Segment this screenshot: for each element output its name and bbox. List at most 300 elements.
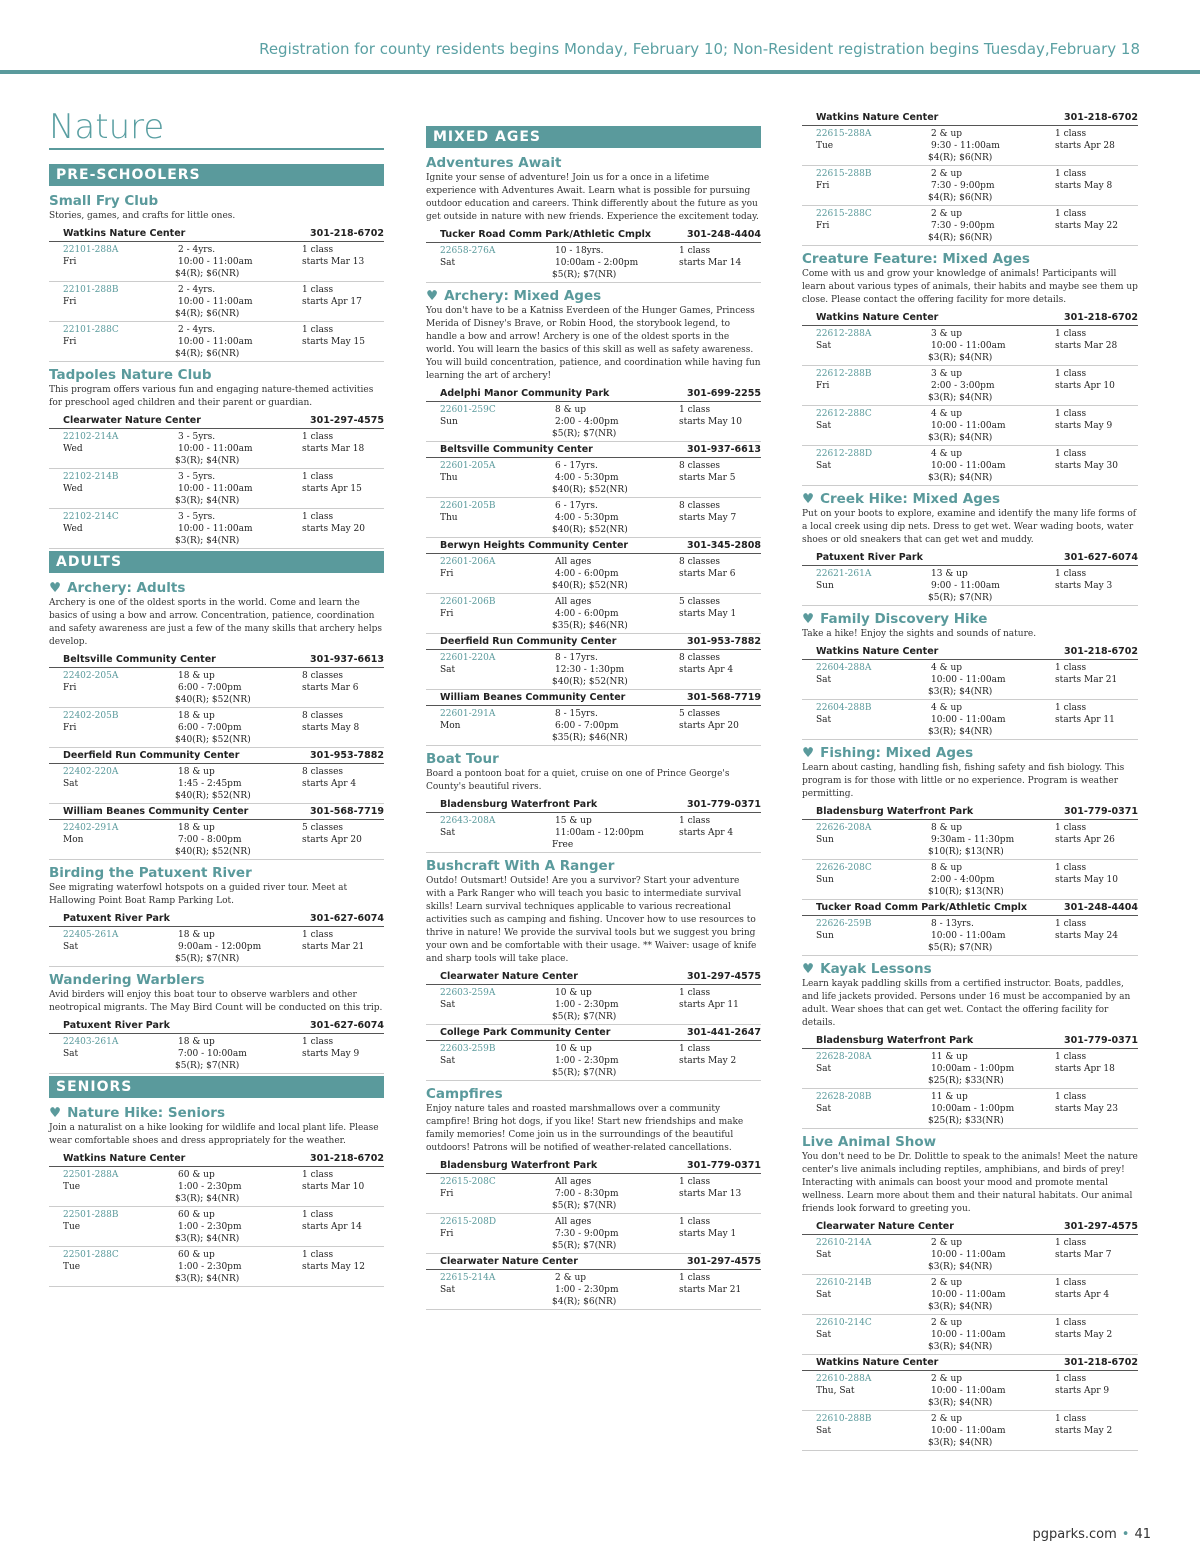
heart-icon: ♥ bbox=[49, 1105, 62, 1121]
location-phone[interactable]: 301-297-4575 bbox=[687, 1256, 761, 1267]
location-phone[interactable]: 301-345-2808 bbox=[687, 540, 761, 551]
program-title-text: Tadpoles Nature Club bbox=[49, 367, 212, 383]
location-header bbox=[426, 1158, 761, 1174]
class-count: 5 classes bbox=[679, 709, 721, 719]
class-row bbox=[49, 1247, 384, 1287]
class-row bbox=[49, 1207, 384, 1247]
class-fee: $4(R); $6(NR) bbox=[175, 269, 240, 279]
class-day: Fri bbox=[440, 1229, 454, 1239]
course-code[interactable]: 22101-288A bbox=[63, 245, 119, 255]
class-time: 4:00 - 5:30pm bbox=[555, 513, 619, 523]
course-code[interactable]: 22615-288B bbox=[816, 169, 872, 179]
start-date: starts May 23 bbox=[1055, 1104, 1118, 1114]
program-title bbox=[426, 287, 761, 305]
class-day: Tue bbox=[63, 1262, 81, 1272]
course-code[interactable]: 22615-208C bbox=[440, 1177, 496, 1187]
location-name: Bladensburg Waterfront Park bbox=[816, 1035, 974, 1046]
course-code[interactable]: 22601-206B bbox=[440, 597, 496, 607]
location-header bbox=[802, 1355, 1138, 1371]
course-code[interactable]: 22610-214C bbox=[816, 1318, 872, 1328]
start-date: starts May 12 bbox=[302, 1262, 365, 1272]
class-count: 8 classes bbox=[679, 501, 721, 511]
program-description: Enjoy nature tales and roasted marshmallows over a community campfire! Bring hot dogs, if you like! Start new friendships and make family memories! Come join us in the surroundings of the beautiful outdoors! Patrons will be notified of weather-related cancellations. bbox=[426, 1104, 744, 1153]
class-time: 7:00 - 8:00pm bbox=[178, 835, 242, 845]
class-count: 1 class bbox=[302, 1170, 334, 1180]
program-title bbox=[49, 1104, 384, 1122]
class-day: Sat bbox=[816, 461, 832, 471]
course-code[interactable]: 22615-288C bbox=[816, 209, 872, 219]
class-time: 12:30 - 1:30pm bbox=[555, 665, 625, 675]
start-date: starts May 15 bbox=[302, 337, 365, 347]
class-row bbox=[802, 206, 1138, 246]
program-title bbox=[802, 610, 1138, 628]
location-phone[interactable]: 301-248-4404 bbox=[687, 229, 761, 240]
course-code[interactable]: 22626-259B bbox=[816, 919, 872, 929]
course-code[interactable]: 22402-205A bbox=[63, 671, 119, 681]
class-time: 4:00 - 5:30pm bbox=[555, 473, 619, 483]
class-day: Thu bbox=[440, 473, 458, 483]
program-description: Join a naturalist on a hike looking for wildlife and local plant life. Please wear comfortable shoes and dress appropriately for the weather. bbox=[49, 1123, 379, 1146]
class-fee: $3(R); $4(NR) bbox=[928, 687, 993, 697]
course-code[interactable]: 22604-288A bbox=[816, 663, 872, 673]
course-code[interactable]: 22403-261A bbox=[63, 1037, 119, 1047]
class-day: Fri bbox=[816, 181, 830, 191]
class-time: 1:00 - 2:30pm bbox=[178, 1222, 242, 1232]
class-fee: $3(R); $4(NR) bbox=[175, 1194, 240, 1204]
course-code[interactable]: 22501-288A bbox=[63, 1170, 119, 1180]
program-description: Board a pontoon boat for a quiet, cruise on one of Prince George's County's beautiful rivers. bbox=[426, 769, 730, 792]
class-count: 1 class bbox=[1055, 863, 1087, 873]
class-count: 1 class bbox=[302, 432, 334, 442]
class-row bbox=[802, 1411, 1138, 1451]
course-code[interactable]: 22101-288B bbox=[63, 285, 119, 295]
class-time: 11:00am - 12:00pm bbox=[555, 828, 644, 838]
class-row bbox=[49, 469, 384, 509]
class-row bbox=[802, 166, 1138, 206]
age-range: 8 & up bbox=[555, 405, 587, 415]
start-date: starts Mar 18 bbox=[302, 444, 365, 454]
class-row bbox=[426, 1214, 761, 1254]
class-fee: $3(R); $4(NR) bbox=[928, 473, 993, 483]
header-rule bbox=[0, 70, 1200, 74]
class-fee: $3(R); $4(NR) bbox=[928, 1438, 993, 1448]
start-date: starts Apr 4 bbox=[1055, 1290, 1110, 1300]
class-time: 1:00 - 2:30pm bbox=[555, 1000, 619, 1010]
age-range: 8 - 15yrs. bbox=[555, 709, 598, 719]
location-phone[interactable]: 301-779-0371 bbox=[687, 1160, 761, 1171]
class-fee: $3(R); $4(NR) bbox=[928, 727, 993, 737]
class-time: 10:00 - 11:00am bbox=[931, 421, 1006, 431]
class-time: 10:00 - 11:00am bbox=[178, 297, 253, 307]
location-name: Watkins Nature Center bbox=[816, 312, 939, 323]
class-fee: $40(R); $52(NR) bbox=[552, 525, 628, 535]
class-row bbox=[426, 706, 761, 746]
class-row bbox=[802, 660, 1138, 700]
location-phone[interactable]: 301-937-6613 bbox=[310, 654, 384, 665]
column-1 bbox=[49, 108, 384, 1287]
program-description: You don't need to be Dr. Dolittle to speak to the animals! Meet the nature center's live animals including reptiles, amphibians, and birds of prey! Interacting with animals can boost your mood and promote mental wellness. Learn more about them and their natural habitats. Our animal friends look forward to greeting you. bbox=[802, 1152, 1138, 1214]
course-code[interactable]: 22102-214A bbox=[63, 432, 119, 442]
course-code[interactable]: 22604-288B bbox=[816, 703, 872, 713]
location-phone[interactable]: 301-218-6702 bbox=[310, 1153, 384, 1164]
class-fee: $40(R); $52(NR) bbox=[175, 695, 251, 705]
location-name: Deerfield Run Community Center bbox=[440, 636, 617, 647]
program-title-text: Adventures Await bbox=[426, 155, 562, 171]
course-code[interactable]: 22601-291A bbox=[440, 709, 496, 719]
age-range: 10 & up bbox=[555, 988, 592, 998]
class-day: Sat bbox=[816, 715, 832, 725]
class-row bbox=[802, 1275, 1138, 1315]
program-description: Archery is one of the oldest sports in the world. Come and learn the basics of using a bow and arrow. Concentration, patience, coordination and safety awareness are just a few of the many skills that archery helps develop. bbox=[49, 598, 383, 647]
start-date: starts Apr 20 bbox=[302, 835, 362, 845]
class-row bbox=[426, 458, 761, 498]
class-row bbox=[802, 700, 1138, 740]
class-row bbox=[49, 282, 384, 322]
location-header bbox=[802, 550, 1138, 566]
location-name: William Beanes Community Center bbox=[440, 692, 626, 703]
course-code[interactable]: 22621-261A bbox=[816, 569, 872, 579]
class-count: 1 class bbox=[1055, 663, 1087, 673]
class-count: 1 class bbox=[679, 1044, 711, 1054]
location-phone[interactable]: 301-297-4575 bbox=[310, 415, 384, 426]
class-day: Fri bbox=[63, 257, 77, 267]
location-phone[interactable]: 301-937-6613 bbox=[687, 444, 761, 455]
program-description: Avid birders will enjoy this boat tour to observe warblers and other neotropical migrants. The May Bird Count will be conducted on this trip. bbox=[49, 990, 383, 1013]
class-fee: $5(R); $7(NR) bbox=[552, 1068, 617, 1078]
program-title-text: Nature Hike: Seniors bbox=[67, 1105, 225, 1121]
location-phone[interactable]: 301-297-4575 bbox=[687, 971, 761, 982]
class-time: 10:00am - 1:00pm bbox=[931, 1064, 1015, 1074]
course-code[interactable]: 22601-205B bbox=[440, 501, 496, 511]
class-count: 1 class bbox=[1055, 129, 1087, 139]
location-name: Bladensburg Waterfront Park bbox=[440, 1160, 598, 1171]
location-phone[interactable]: 301-627-6074 bbox=[310, 913, 384, 924]
location-header bbox=[802, 644, 1138, 660]
age-range: 2 - 4yrs. bbox=[178, 325, 216, 335]
age-range: 8 - 13yrs. bbox=[931, 919, 974, 929]
age-range: 18 & up bbox=[178, 671, 215, 681]
age-range: 15 & up bbox=[555, 816, 592, 826]
course-code[interactable]: 22601-259C bbox=[440, 405, 496, 415]
start-date: starts Apr 11 bbox=[679, 1000, 739, 1010]
class-day: Sat bbox=[440, 828, 456, 838]
class-count: 1 class bbox=[1055, 329, 1087, 339]
location-header bbox=[426, 227, 761, 243]
class-fee: $3(R); $4(NR) bbox=[928, 393, 993, 403]
program-description: Ignite your sense of adventure! Join us for a once in a lifetime experience with Adventures Await. Learn what is possible for pursuing outdoor education and careers. Think differently about the future as you get outside in nature with new friends. Experience the excitement today. bbox=[426, 173, 759, 222]
class-day: Fri bbox=[440, 609, 454, 619]
class-time: 9:30 - 11:00am bbox=[931, 141, 1000, 151]
course-code[interactable]: 22610-214B bbox=[816, 1278, 872, 1288]
age-range: 3 & up bbox=[931, 329, 963, 339]
program-title-text: Boat Tour bbox=[426, 751, 499, 767]
location-phone[interactable]: 301-218-6702 bbox=[310, 228, 384, 239]
course-code[interactable]: 22643-208A bbox=[440, 816, 496, 826]
age-range: 13 & up bbox=[931, 569, 968, 579]
age-range: 4 & up bbox=[931, 449, 963, 459]
program-description: You don't have to be a Katniss Everdeen of the Hunger Games, Princess Merida of Disney's Brave, or Robin Hood, the storybook legend, to handle a bow and arrow! Archery is one of the oldest sports in the world. You will learn the basics of this skill as well as safety awareness. You will build concentration, patience, and coordination while having fun learning the art of archery! bbox=[426, 306, 761, 381]
course-code[interactable]: 22658-276A bbox=[440, 246, 496, 256]
location-header bbox=[802, 1219, 1138, 1235]
location-phone[interactable]: 301-627-6074 bbox=[1064, 552, 1138, 563]
start-date: starts Mar 21 bbox=[679, 1285, 742, 1295]
start-date: starts May 30 bbox=[1055, 461, 1118, 471]
section-band: MIXED AGES bbox=[426, 126, 761, 148]
class-fee: $25(R); $33(NR) bbox=[928, 1116, 1004, 1126]
start-date: starts Mar 21 bbox=[302, 942, 365, 952]
class-day: Sun bbox=[816, 875, 834, 885]
course-code[interactable]: 22628-208B bbox=[816, 1092, 872, 1102]
program-title-text: Birding the Patuxent River bbox=[49, 865, 252, 881]
start-date: starts Mar 21 bbox=[1055, 675, 1118, 685]
section-band: ADULTS bbox=[49, 551, 384, 573]
age-range: All ages bbox=[555, 1217, 592, 1227]
class-time: 10:00 - 11:00am bbox=[931, 1386, 1006, 1396]
class-fee: $3(R); $4(NR) bbox=[175, 536, 240, 546]
course-code[interactable]: 22615-214A bbox=[440, 1273, 496, 1283]
course-code[interactable]: 22501-288B bbox=[63, 1210, 119, 1220]
class-fee: $5(R); $7(NR) bbox=[175, 1061, 240, 1071]
class-time: 10:00 - 11:00am bbox=[931, 461, 1006, 471]
location-name: Clearwater Nature Center bbox=[816, 1221, 954, 1232]
course-code[interactable]: 22628-208A bbox=[816, 1052, 872, 1062]
start-date: starts Apr 4 bbox=[302, 779, 357, 789]
age-range: All ages bbox=[555, 597, 592, 607]
location-phone[interactable]: 301-568-7719 bbox=[687, 692, 761, 703]
class-day: Thu bbox=[440, 513, 458, 523]
class-fee: $3(R); $4(NR) bbox=[928, 433, 993, 443]
class-row bbox=[802, 1089, 1138, 1129]
course-code[interactable]: 22402-291A bbox=[63, 823, 119, 833]
class-fee: $40(R); $52(NR) bbox=[175, 791, 251, 801]
course-code[interactable]: 22601-220A bbox=[440, 653, 496, 663]
class-fee: $40(R); $52(NR) bbox=[552, 485, 628, 495]
class-fee: $35(R); $46(NR) bbox=[552, 621, 628, 631]
course-code[interactable]: 22601-205A bbox=[440, 461, 496, 471]
class-day: Sun bbox=[816, 931, 834, 941]
class-fee: $4(R); $6(NR) bbox=[928, 153, 993, 163]
location-phone[interactable]: 301-248-4404 bbox=[1064, 902, 1138, 913]
program-description: Learn kayak paddling skills from a certified instructor. Boats, paddles, and life jackets provided. Persons under 16 must be accompanied by an adult. Wear shoes that can get wet. Contact the offering facility for details. bbox=[802, 979, 1131, 1028]
heart-icon: ♥ bbox=[426, 288, 439, 304]
program-title bbox=[49, 864, 384, 882]
course-code[interactable]: 22102-214B bbox=[63, 472, 119, 482]
class-count: 1 class bbox=[302, 1037, 334, 1047]
location-phone[interactable]: 301-627-6074 bbox=[310, 1020, 384, 1031]
class-fee: $40(R); $52(NR) bbox=[175, 735, 251, 745]
program-title-text: Fishing: Mixed Ages bbox=[820, 745, 974, 761]
age-range: 2 & up bbox=[555, 1273, 587, 1283]
class-fee: $40(R); $52(NR) bbox=[552, 677, 628, 687]
class-count: 1 class bbox=[1055, 409, 1087, 419]
age-range: 6 - 17yrs. bbox=[555, 461, 598, 471]
class-count: 1 class bbox=[1055, 1238, 1087, 1248]
program-title bbox=[426, 1085, 761, 1103]
class-day: Sat bbox=[816, 421, 832, 431]
start-date: starts May 9 bbox=[302, 1049, 360, 1059]
age-range: 11 & up bbox=[931, 1092, 968, 1102]
location-phone[interactable]: 301-218-6702 bbox=[1064, 112, 1138, 123]
location-phone[interactable]: 301-779-0371 bbox=[687, 799, 761, 810]
class-fee: $3(R); $4(NR) bbox=[928, 1262, 993, 1272]
location-phone[interactable]: 301-218-6702 bbox=[1064, 312, 1138, 323]
start-date: starts Mar 6 bbox=[679, 569, 736, 579]
class-row bbox=[426, 1174, 761, 1214]
location-phone[interactable]: 301-779-0371 bbox=[1064, 1035, 1138, 1046]
location-phone[interactable]: 301-297-4575 bbox=[1064, 1221, 1138, 1232]
location-phone[interactable]: 301-953-7882 bbox=[687, 636, 761, 647]
class-row bbox=[49, 668, 384, 708]
course-code[interactable]: 22402-205B bbox=[63, 711, 119, 721]
start-date: starts May 2 bbox=[1055, 1426, 1113, 1436]
class-row bbox=[802, 366, 1138, 406]
location-phone[interactable]: 301-218-6702 bbox=[1064, 1357, 1138, 1368]
course-code[interactable]: 22101-288C bbox=[63, 325, 119, 335]
class-row bbox=[802, 1235, 1138, 1275]
course-code[interactable]: 22603-259B bbox=[440, 1044, 496, 1054]
course-code[interactable]: 22603-259A bbox=[440, 988, 496, 998]
class-count: 8 classes bbox=[679, 557, 721, 567]
class-fee: $3(R); $4(NR) bbox=[175, 1274, 240, 1284]
class-time: 10:00 - 11:00am bbox=[178, 444, 253, 454]
course-code[interactable]: 22615-288A bbox=[816, 129, 872, 139]
class-day: Wed bbox=[63, 524, 83, 534]
course-code[interactable]: 22501-288C bbox=[63, 1250, 119, 1260]
location-header bbox=[49, 804, 384, 820]
course-code[interactable]: 22610-288B bbox=[816, 1414, 872, 1424]
class-day: Fri bbox=[63, 297, 77, 307]
section-band: SENIORS bbox=[49, 1076, 384, 1098]
location-header bbox=[426, 969, 761, 985]
class-day: Sat bbox=[440, 1056, 456, 1066]
location-phone[interactable]: 301-779-0371 bbox=[1064, 806, 1138, 817]
location-phone[interactable]: 301-441-2647 bbox=[687, 1027, 761, 1038]
course-code[interactable]: 22626-208C bbox=[816, 863, 872, 873]
class-fee: $40(R); $52(NR) bbox=[175, 847, 251, 857]
class-day: Fri bbox=[440, 1189, 454, 1199]
start-date: starts May 3 bbox=[1055, 581, 1113, 591]
class-fee: $3(R); $4(NR) bbox=[928, 1302, 993, 1312]
program-title-text: Creek Hike: Mixed Ages bbox=[820, 491, 1001, 507]
course-code[interactable]: 22610-214A bbox=[816, 1238, 872, 1248]
location-name: Patuxent River Park bbox=[63, 913, 170, 924]
class-time: 2:00 - 4:00pm bbox=[931, 875, 995, 885]
location-phone[interactable]: 301-699-2255 bbox=[687, 388, 761, 399]
course-code[interactable]: 22405-261A bbox=[63, 930, 119, 940]
start-date: starts Apr 11 bbox=[1055, 715, 1115, 725]
location-header bbox=[426, 1025, 761, 1041]
location-name: College Park Community Center bbox=[440, 1027, 611, 1038]
class-fee: $3(R); $4(NR) bbox=[175, 496, 240, 506]
class-count: 1 class bbox=[302, 1210, 334, 1220]
class-fee: $10(R); $13(NR) bbox=[928, 847, 1004, 857]
class-time: 7:00 - 8:30pm bbox=[555, 1189, 619, 1199]
program-title bbox=[426, 857, 761, 875]
class-time: 7:30 - 9:00pm bbox=[555, 1229, 619, 1239]
class-row bbox=[426, 243, 761, 283]
class-time: 1:00 - 2:30pm bbox=[178, 1262, 242, 1272]
class-day: Sat bbox=[816, 341, 832, 351]
course-code[interactable]: 22615-208D bbox=[440, 1217, 497, 1227]
class-day: Sat bbox=[440, 1285, 456, 1295]
age-range: 10 - 18yrs. bbox=[555, 246, 604, 256]
class-day: Fri bbox=[816, 221, 830, 231]
location-header bbox=[426, 442, 761, 458]
class-time: 7:30 - 9:00pm bbox=[931, 221, 995, 231]
program-title-text: Live Animal Show bbox=[802, 1134, 937, 1150]
class-fee: $3(R); $4(NR) bbox=[175, 456, 240, 466]
location-header bbox=[426, 538, 761, 554]
location-header bbox=[49, 911, 384, 927]
location-header bbox=[49, 1018, 384, 1034]
class-time: 10:00 - 11:00am bbox=[178, 484, 253, 494]
class-day: Sat bbox=[440, 1000, 456, 1010]
location-name: Beltsville Community Center bbox=[440, 444, 593, 455]
location-phone[interactable]: 301-568-7719 bbox=[310, 806, 384, 817]
location-header bbox=[49, 1151, 384, 1167]
course-code[interactable]: 22612-288C bbox=[816, 409, 872, 419]
course-code[interactable]: 22601-206A bbox=[440, 557, 496, 567]
program-title bbox=[426, 750, 761, 768]
class-time: 10:00 - 11:00am bbox=[931, 1426, 1006, 1436]
age-range: 18 & up bbox=[178, 767, 215, 777]
program-description: This program offers various fun and engaging nature-themed activities for preschool aged children and their parent or guardian. bbox=[49, 385, 374, 408]
class-count: 1 class bbox=[1055, 169, 1087, 179]
class-day: Sat bbox=[440, 258, 456, 268]
class-time: 7:30 - 9:00pm bbox=[931, 181, 995, 191]
course-code[interactable]: 22610-288A bbox=[816, 1374, 872, 1384]
course-code[interactable]: 22612-288A bbox=[816, 329, 872, 339]
class-day: Sat bbox=[816, 1330, 832, 1340]
class-day: Wed bbox=[63, 444, 83, 454]
location-name: Patuxent River Park bbox=[816, 552, 923, 563]
program-title bbox=[426, 154, 761, 172]
class-row bbox=[49, 242, 384, 282]
site-url[interactable]: pgparks.com bbox=[1032, 1527, 1117, 1542]
class-count: 1 class bbox=[679, 1273, 711, 1283]
class-time: 1:00 - 2:30pm bbox=[178, 1182, 242, 1192]
class-time: 9:00am - 12:00pm bbox=[178, 942, 262, 952]
course-code[interactable]: 22402-220A bbox=[63, 767, 119, 777]
age-range: 2 - 4yrs. bbox=[178, 245, 216, 255]
program-title bbox=[802, 250, 1138, 268]
age-range: 6 - 17yrs. bbox=[555, 501, 598, 511]
location-name: Watkins Nature Center bbox=[63, 1153, 186, 1164]
class-fee: $25(R); $33(NR) bbox=[928, 1076, 1004, 1086]
class-count: 1 class bbox=[302, 325, 334, 335]
class-fee: $4(R); $6(NR) bbox=[928, 233, 993, 243]
class-count: 1 class bbox=[1055, 1092, 1087, 1102]
course-code[interactable]: 22612-288B bbox=[816, 369, 872, 379]
age-range: 2 - 4yrs. bbox=[178, 285, 216, 295]
class-row bbox=[49, 1034, 384, 1074]
location-name: Patuxent River Park bbox=[63, 1020, 170, 1031]
class-fee: $4(R); $6(NR) bbox=[928, 193, 993, 203]
age-range: 8 - 17yrs. bbox=[555, 653, 598, 663]
course-code[interactable]: 22612-288D bbox=[816, 449, 873, 459]
location-phone[interactable]: 301-218-6702 bbox=[1064, 646, 1138, 657]
class-time: 10:00 - 11:00am bbox=[931, 341, 1006, 351]
course-code[interactable]: 22626-208A bbox=[816, 823, 872, 833]
location-phone[interactable]: 301-953-7882 bbox=[310, 750, 384, 761]
start-date: starts Mar 14 bbox=[679, 258, 742, 268]
section-band: PRE-SCHOOLERS bbox=[49, 164, 384, 186]
class-time: 10:00 - 11:00am bbox=[931, 1250, 1006, 1260]
class-row bbox=[426, 554, 761, 594]
course-code[interactable]: 22102-214C bbox=[63, 512, 119, 522]
class-time: 10:00am - 1:00pm bbox=[931, 1104, 1015, 1114]
program-title-text: Archery: Mixed Ages bbox=[444, 288, 602, 304]
